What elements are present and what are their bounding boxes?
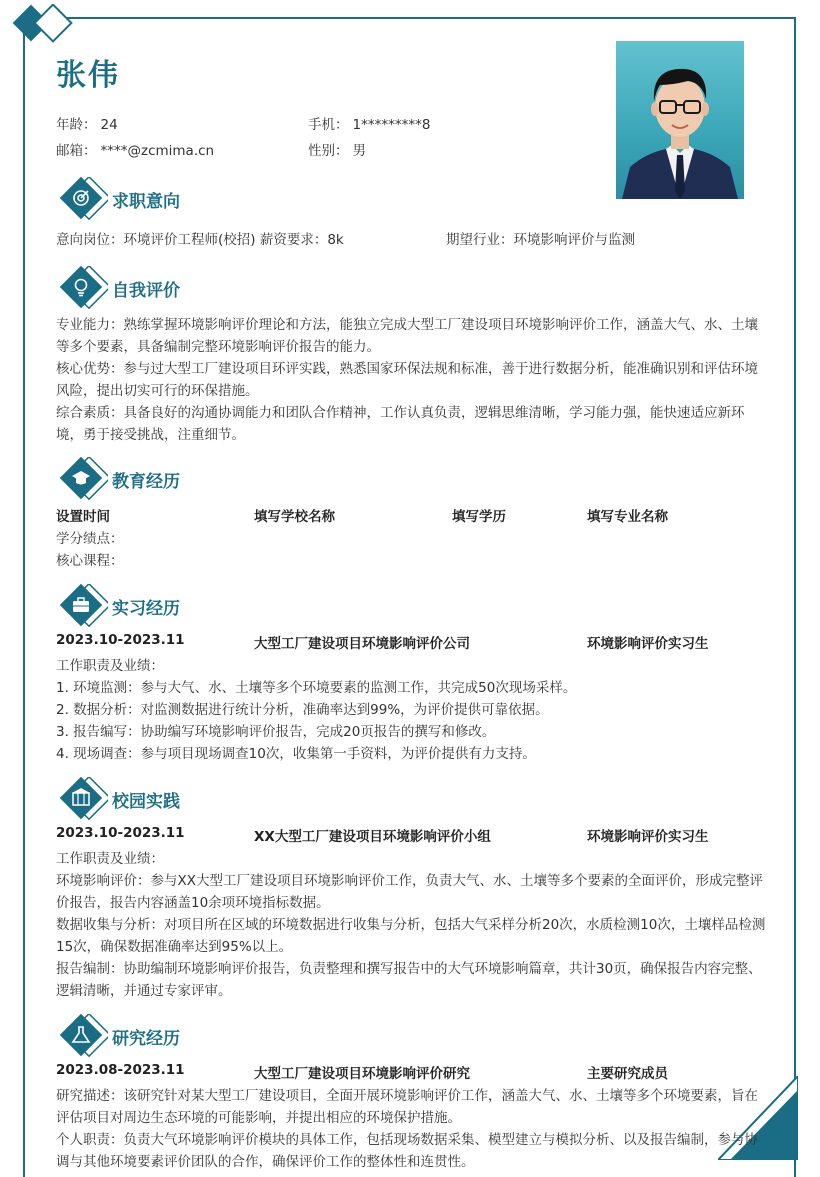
email-label: 邮箱：	[56, 143, 97, 159]
building-icon	[58, 777, 108, 821]
gender-value: 男	[352, 143, 366, 159]
campus-row	[56, 825, 768, 847]
age-value: 24	[100, 117, 118, 133]
age-label: 年龄：	[56, 117, 97, 133]
section-title: 教育经历	[112, 472, 180, 492]
education-time: 设置时间	[56, 509, 110, 525]
education-degree: 填写学历	[452, 509, 506, 525]
section-title: 实习经历	[112, 599, 180, 619]
internship-line: 4. 现场调查：参与项目现场调查10次，收集第一手资料，为评价提供有力支持。	[56, 746, 536, 762]
internship-line: 3. 报告编写：协助编写环境影响评价报告，完成20页报告的撰写和修改。	[56, 724, 496, 740]
education-row	[56, 505, 768, 527]
education-school: 填写学校名称	[254, 509, 335, 525]
gender-label: 性别：	[308, 143, 349, 159]
phone-info	[308, 113, 430, 133]
section-self-eval	[58, 266, 258, 310]
campus-line: 数据收集与分析：对项目所在区域的环境数据进行收集与分析，包括大气采样分析20次，水质检测10次，土壤样品检测15次，确保数据准确率达到95%以上。	[56, 917, 766, 955]
section-campus	[58, 777, 258, 821]
campus-role: 环境影响评价实习生	[587, 829, 709, 845]
campus-body	[56, 848, 768, 1002]
research-org: 大型工厂建设项目环境影响评价研究	[254, 1066, 470, 1082]
corner-diamonds-decoration	[8, 4, 78, 48]
target-icon	[58, 177, 108, 221]
research-row	[56, 1062, 768, 1084]
gender-info	[308, 139, 366, 159]
campus-time: 2023.10-2023.11	[56, 825, 185, 841]
age-info	[56, 113, 118, 133]
internship-line: 工作职责及业绩：	[56, 658, 164, 674]
section-education	[58, 457, 258, 501]
section-title: 校园实践	[112, 792, 180, 812]
flask-icon	[58, 1014, 108, 1058]
section-title: 研究经历	[112, 1029, 180, 1049]
job-industry: 期望行业：环境影响评价与监测	[446, 232, 635, 248]
campus-line: 报告编制：协助编制环境影响评价报告，负责整理和撰写报告中的大气环境影响篇章，共计30页，确保报告内容完整、逻辑清晰，并通过专家评审。	[56, 961, 762, 999]
research-line: 个人职责：负责大气环境影响评价模块的具体工作，包括现场数据采集、模型建立与模拟分析、以及报告编制，参与协调与其他环境要素评价团队的合作，确保评价工作的整体性和连贯性。	[56, 1132, 758, 1170]
internship-line: 1. 环境监测：参与大气、水、土壤等多个环境要素的监测工作，共完成50次现场采样。	[56, 680, 577, 696]
education-gpa: 学分绩点：	[56, 531, 124, 547]
research-role: 主要研究成员	[587, 1066, 668, 1082]
campus-org: XX大型工厂建设项目环境影响评价小组	[254, 829, 491, 845]
research-time: 2023.08-2023.11	[56, 1062, 185, 1078]
section-title: 求职意向	[112, 192, 180, 212]
section-job-intent	[58, 177, 258, 221]
email-value: ****@zcmima.cn	[100, 143, 215, 159]
section-internship	[58, 584, 258, 628]
briefcase-icon	[58, 584, 108, 628]
phone-label: 手机：	[308, 117, 349, 133]
candidate-name: 张伟	[56, 58, 120, 93]
section-title: 自我评价	[112, 281, 180, 301]
graduation-cap-icon	[58, 457, 108, 501]
phone-value: 1*********8	[352, 117, 431, 133]
internship-body	[56, 655, 768, 765]
research-line: 研究描述：该研究针对某大型工厂建设项目，全面开展环境影响评价工作，涵盖大气、水、土壤等多个环境要素，旨在评估项目对周边生态环境的可能影响，并提出相应的环境保护措施。	[56, 1088, 758, 1126]
section-research	[58, 1014, 258, 1058]
lightbulb-icon	[58, 266, 108, 310]
internship-line: 2. 数据分析：对监测数据进行统计分析，准确率达到99%，为评价提供可靠依据。	[56, 702, 549, 718]
job-position: 意向岗位：环境评价工程师(校招) 薪资要求：8k	[56, 232, 344, 248]
self-eval-paragraph: 核心优势：参与过大型工厂建设项目环评实践，熟悉国家环保法规和标准，善于进行数据分析，能准确识别和评估环境风险，提出切实可行的环保措施。	[56, 361, 758, 399]
education-major: 填写专业名称	[587, 509, 668, 525]
campus-line: 工作职责及业绩：	[56, 851, 164, 867]
email-info	[56, 139, 214, 159]
education-courses: 核心课程：	[56, 553, 124, 569]
internship-row	[56, 632, 768, 654]
self-eval-body	[56, 314, 768, 446]
self-eval-paragraph: 综合素质：具备良好的沟通协调能力和团队合作精神，工作认真负责，逻辑思维清晰，学习能力强，能快速适应新环境，勇于接受挑战，注重细节。	[56, 405, 745, 443]
campus-line: 环境影响评价：参与XX大型工厂建设项目环境影响评价工作，负责大气、水、土壤等多个要素的全面评价，形成完整评价报告，报告内容涵盖10余项环境指标数据。	[56, 873, 763, 911]
self-eval-paragraph: 专业能力：熟练掌握环境影响评价理论和方法，能独立完成大型工厂建设项目环境影响评价工作，涵盖大气、水、土壤等多个要素，具备编制完整环境影响评价报告的能力。	[56, 317, 758, 355]
internship-org: 大型工厂建设项目环境影响评价公司	[254, 636, 470, 652]
internship-time: 2023.10-2023.11	[56, 632, 185, 648]
internship-role: 环境影响评价实习生	[587, 636, 709, 652]
profile-photo	[616, 41, 744, 199]
